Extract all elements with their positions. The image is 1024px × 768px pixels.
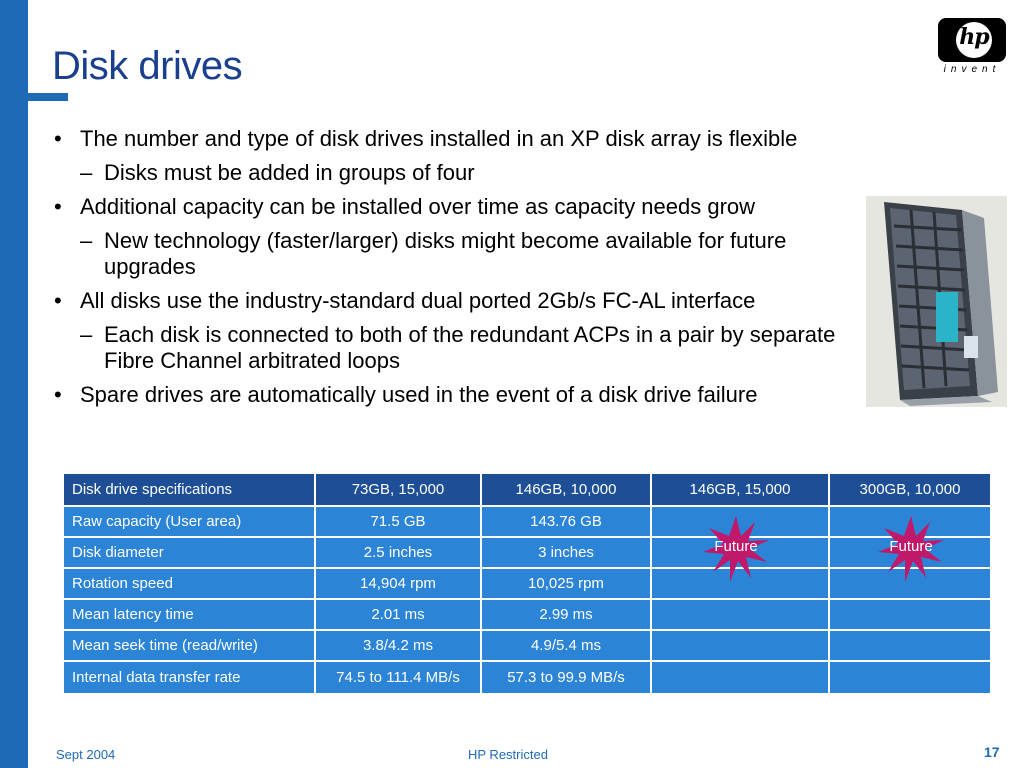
table-cell: 71.5 GB <box>315 506 481 537</box>
table-cell <box>651 599 829 630</box>
table-cell <box>651 661 829 694</box>
table-cell: 14,904 rpm <box>315 568 481 599</box>
table-cell: 3 inches <box>481 537 651 568</box>
page-number: 17 <box>984 744 1000 760</box>
future-badge <box>878 516 944 582</box>
future-badge <box>703 516 769 582</box>
table-cell: 2.99 ms <box>481 599 651 630</box>
table-cell: 74.5 to 111.4 MB/s <box>315 661 481 694</box>
disk-spec-table <box>62 472 992 695</box>
bullet-list <box>52 126 872 416</box>
hp-logo <box>938 18 1006 78</box>
header-cell: 73GB, 15,000 <box>315 473 481 506</box>
sub-bullet-item: – Disks must be added in groups of four <box>52 160 872 186</box>
sub-bullet-item: – Each disk is connected to both of the redundant ACPs in a pair by separate Fibre Channel arbitrated loops <box>52 322 872 374</box>
bullet-item: • All disks use the industry-standard dual ported 2Gb/s FC-AL interface <box>52 288 872 314</box>
disk-drive-illustration <box>866 196 1007 407</box>
header-cell: 146GB, 15,000 <box>651 473 829 506</box>
table-cell: 10,025 rpm <box>481 568 651 599</box>
table-row <box>63 661 991 694</box>
future-badge-label: Future <box>714 538 758 555</box>
disk-drive-photo <box>866 196 1007 407</box>
table-row <box>63 630 991 661</box>
row-label: Internal data transfer rate <box>63 661 315 694</box>
table-row <box>63 568 991 599</box>
row-label: Mean seek time (read/write) <box>63 630 315 661</box>
table-cell: 2.5 inches <box>315 537 481 568</box>
row-label: Disk diameter <box>63 537 315 568</box>
logo-tagline: invent <box>943 64 1001 75</box>
table-cell: 2.01 ms <box>315 599 481 630</box>
header-cell: 300GB, 10,000 <box>829 473 991 506</box>
table-header-row <box>63 473 991 506</box>
header-cell: Disk drive specifications <box>63 473 315 506</box>
table-cell <box>829 599 991 630</box>
table-row <box>63 506 991 537</box>
bullet-item: • Spare drives are automatically used in the event of a disk drive failure <box>52 382 872 408</box>
row-label: Rotation speed <box>63 568 315 599</box>
table-cell: 57.3 to 99.9 MB/s <box>481 661 651 694</box>
future-badge-label: Future <box>889 538 933 555</box>
sub-bullet-item: – New technology (faster/larger) disks might become available for future upgrades <box>52 228 872 280</box>
table-cell: 143.76 GB <box>481 506 651 537</box>
footer-date: Sept 2004 <box>56 747 116 762</box>
table-cell <box>829 630 991 661</box>
table-cell: 4.9/5.4 ms <box>481 630 651 661</box>
left-accent-bar <box>0 0 28 768</box>
table-row <box>63 599 991 630</box>
bullet-item: • The number and type of disk drives installed in an XP disk array is flexible <box>52 126 872 152</box>
header-cell: 146GB, 10,000 <box>481 473 651 506</box>
slide-title: Disk drives <box>52 44 243 88</box>
row-label: Raw capacity (User area) <box>63 506 315 537</box>
table-cell <box>829 661 991 694</box>
title-underline-accent <box>28 93 68 101</box>
footer-classification: HP Restricted <box>468 747 548 762</box>
row-label: Mean latency time <box>63 599 315 630</box>
table-cell <box>651 630 829 661</box>
logo-mark: hp <box>959 24 989 50</box>
table-cell: 3.8/4.2 ms <box>315 630 481 661</box>
table-row <box>63 537 991 568</box>
bullet-item: • Additional capacity can be installed over time as capacity needs grow <box>52 194 872 220</box>
